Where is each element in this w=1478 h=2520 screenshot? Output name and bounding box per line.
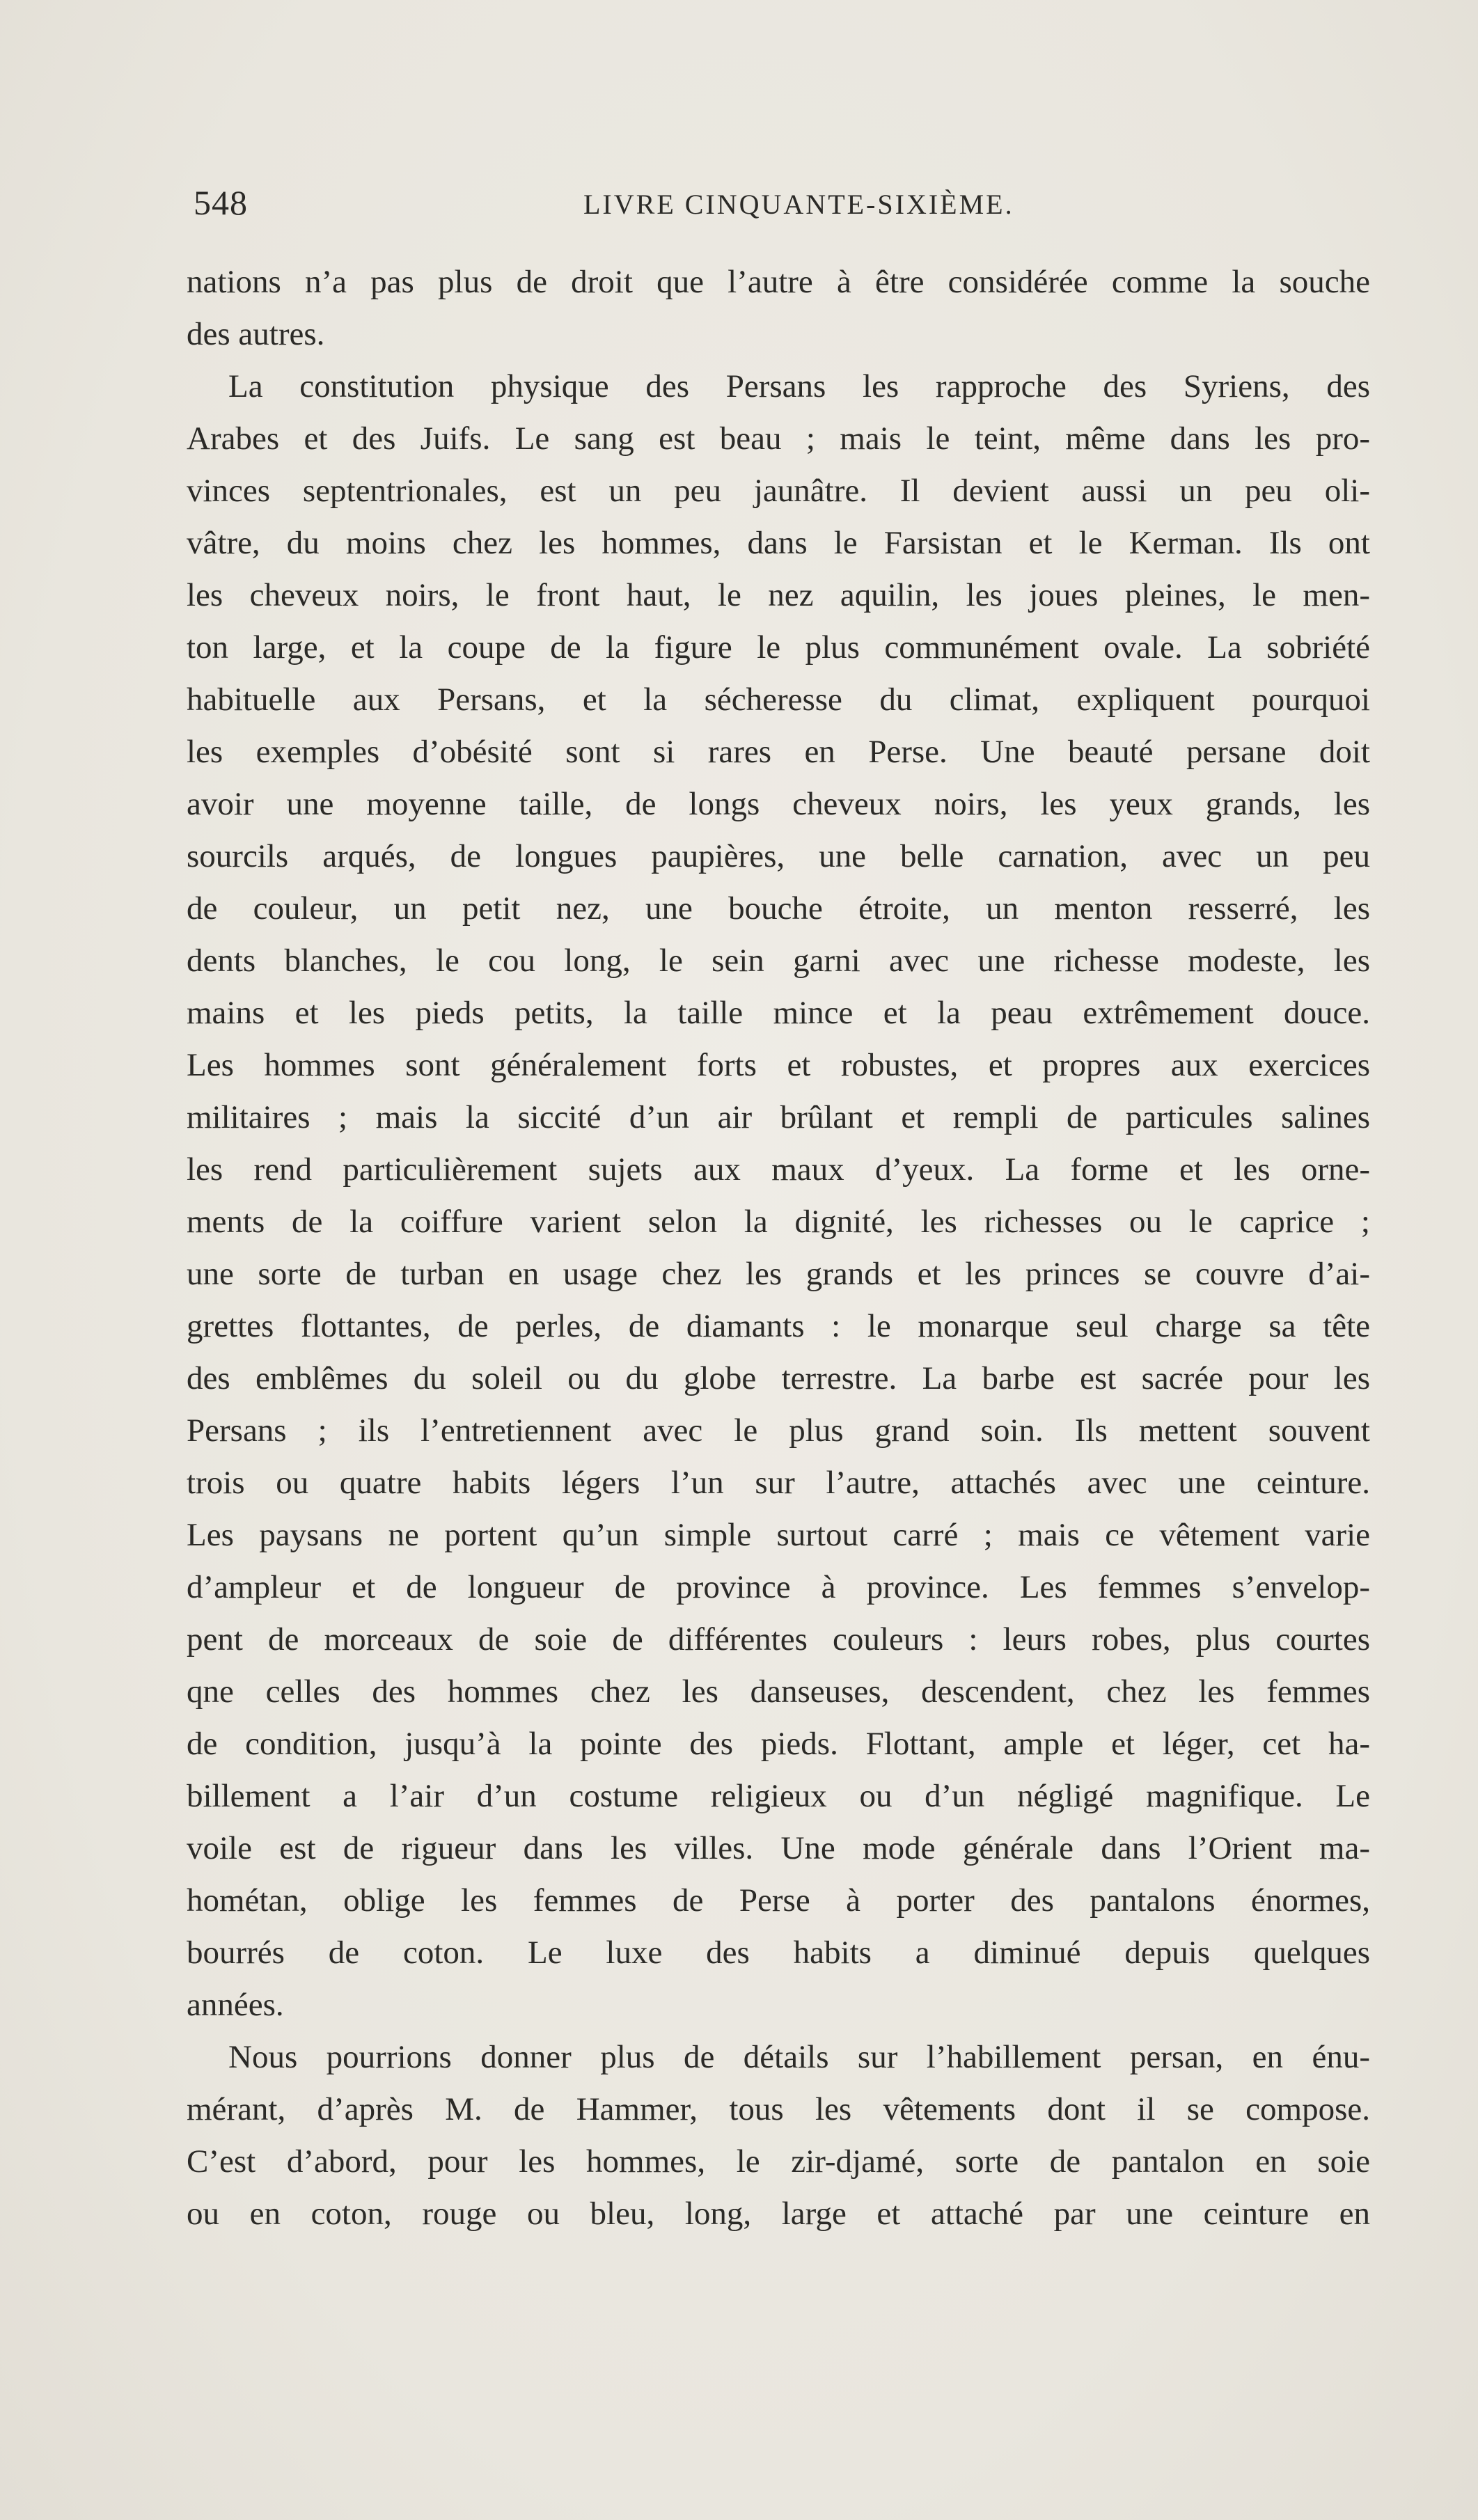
text-line: ton large, et la coupe de la figure le plus communément ovale. La sobriété [187, 629, 1370, 666]
text-line: des emblêmes du soleil ou du globe terrestre. La barbe est sacrée pour les [187, 1360, 1370, 1396]
text-line: ments de la coiffure varient selon la dignité, les richesses ou le caprice ; [187, 1204, 1370, 1240]
text-line: les rend particulièrement sujets aux maux d’yeux. La forme et les orne- [187, 1151, 1370, 1188]
text-line: de condition, jusqu’à la pointe des pieds. Flottant, ample et léger, cet ha- [187, 1726, 1370, 1762]
text-line: C’est d’abord, pour les hommes, le zir-djamé, sorte de pantalon en soie [187, 2143, 1370, 2180]
text-line: Arabes et des Juifs. Le sang est beau ; mais le teint, même dans les pro- [187, 420, 1370, 457]
text-line: une sorte de turban en usage chez les grands et les princes se couvre d’ai- [187, 1256, 1370, 1292]
page-header [194, 182, 1370, 224]
text-line: pent de morceaux de soie de différentes couleurs : leurs robes, plus courtes [187, 1621, 1370, 1657]
text-line: nations n’a pas plus de droit que l’autre à être considérée comme la souche [187, 264, 1370, 300]
text-line: habituelle aux Persans, et la sécheresse du climat, expliquent pourquoi [187, 682, 1370, 718]
page-number: 548 [194, 183, 248, 222]
body-text [187, 256, 1370, 2240]
text-line: Persans ; ils l’entretiennent avec le plus grand soin. Ils mettent souvent [187, 1412, 1370, 1449]
text-line: de couleur, un petit nez, une bouche étroite, un menton resserré, les [187, 890, 1370, 927]
text-line: billement a l’air d’un costume religieux ou d’un négligé magnifique. Le [187, 1778, 1370, 1814]
text-line: les exemples d’obésité sont si rares en Perse. Une beauté persane doit [187, 734, 1370, 770]
text-line: Nous pourrions donner plus de détails sur l’habillement persan, en énu- [228, 2039, 1370, 2075]
text-line: ou en coton, rouge ou bleu, long, large et attaché par une ceinture en [187, 2196, 1370, 2232]
text-line: La constitution physique des Persans les rapproche des Syriens, des [228, 368, 1370, 404]
text-line: grettes flottantes, de perles, de diamants : le monarque seul charge sa tête [187, 1308, 1370, 1344]
text-line: d’ampleur et de longueur de province à province. Les femmes s’envelop- [187, 1569, 1370, 1605]
text-line: militaires ; mais la siccité d’un air brûlant et rempli de particules salines [187, 1099, 1370, 1135]
text-line: avoir une moyenne taille, de longs cheveux noirs, les yeux grands, les [187, 786, 1370, 822]
text-line: sourcils arqués, de longues paupières, une belle carnation, avec un peu [187, 838, 1370, 874]
text-line: les cheveux noirs, le front haut, le nez aquilin, les joues pleines, le men- [187, 577, 1370, 613]
text-line: mérant, d’après M. de Hammer, tous les vêtements dont il se compose. [187, 2091, 1370, 2127]
text-line: vinces septentrionales, est un peu jaunâtre. Il devient aussi un peu oli- [187, 473, 1370, 509]
running-title: LIVRE CINQUANTE-SIXIÈME. [583, 189, 1014, 220]
text-line: des autres. [187, 316, 325, 352]
text-line: bourrés de coton. Le luxe des habits a diminué depuis quelques [187, 1935, 1370, 1971]
text-line: Les paysans ne portent qu’un simple surtout carré ; mais ce vêtement varie [187, 1517, 1370, 1553]
text-line: années. [187, 1987, 284, 2023]
text-line: Les hommes sont généralement forts et robustes, et propres aux exercices [187, 1047, 1370, 1083]
text-line: vâtre, du moins chez les hommes, dans le Farsistan et le Kerman. Ils ont [187, 525, 1370, 561]
text-line: dents blanches, le cou long, le sein garni avec une richesse modeste, les [187, 943, 1370, 979]
text-line: mains et les pieds petits, la taille mince et la peau extrêmement douce. [187, 995, 1370, 1031]
text-line: voile est de rigueur dans les villes. Une mode générale dans l’Orient ma- [187, 1830, 1370, 1866]
text-line: hométan, oblige les femmes de Perse à porter des pantalons énormes, [187, 1882, 1370, 1919]
text-line: qne celles des hommes chez les danseuses, descendent, chez les femmes [187, 1674, 1370, 1710]
text-line: trois ou quatre habits légers l’un sur l’autre, attachés avec une ceinture. [187, 1465, 1370, 1501]
